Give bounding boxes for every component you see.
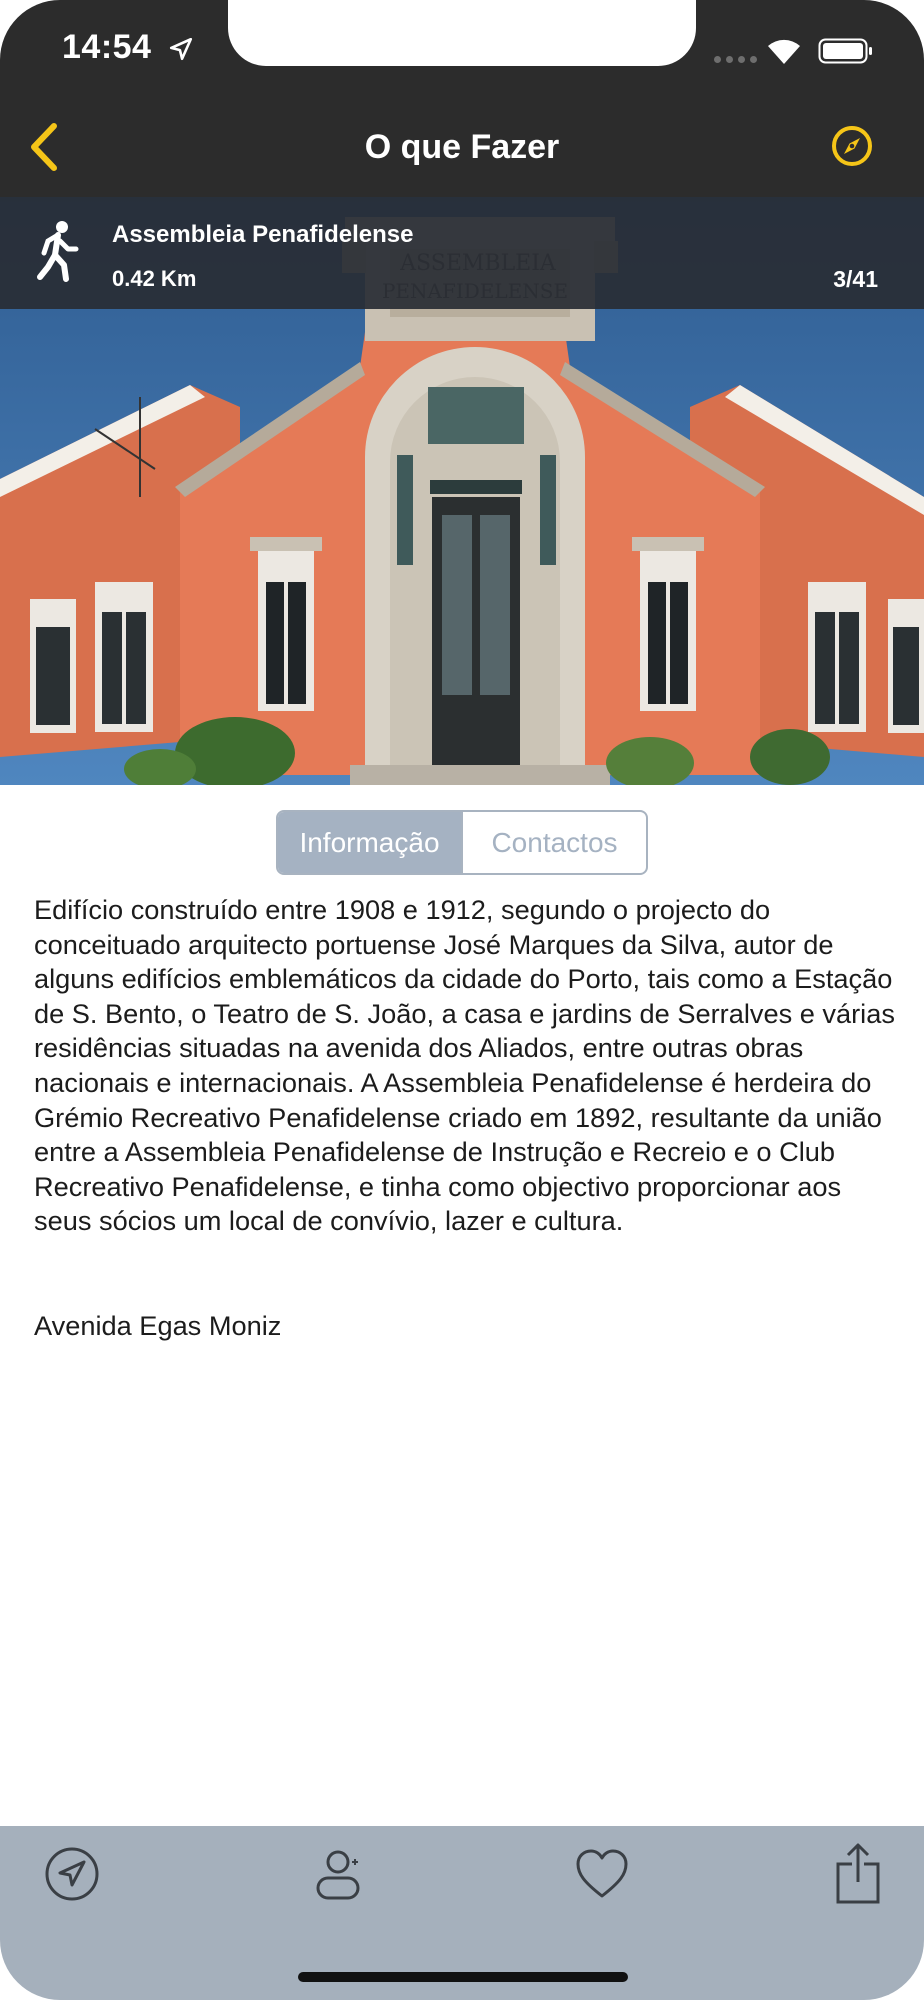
wifi-icon bbox=[764, 34, 804, 66]
place-name: Assembleia Penafidelense bbox=[112, 221, 414, 248]
location-arrow-icon bbox=[168, 36, 194, 62]
device-notch bbox=[228, 0, 696, 66]
place-counter: 3/41 bbox=[833, 266, 878, 292]
place-description: Edifício construído entre 1908 e 1912, segundo o projecto do conceituado arquitecto portuense José Marques da Silva, autor de alguns edifícios emblemáticos da cidade do Porto, tais como a Estação de S. Bento, o Teatro de S. João, a casa e jardins de Serralves e várias residências situadas na avenida dos Aliados, entre outras obras nacionais e internacionais. A Assembleia Penafidelense é herdeira do Grémio Recreativo Penafidelense criado em 1892, resultante da união entre a Assembleia Penafidelense de Instrução e Recreio e o Club Recreativo Penafidelense, e tinha como objectivo proporcionar aos seus sócios um local de convívio, lazer e cultura. bbox=[34, 894, 895, 1237]
walking-person-icon bbox=[36, 219, 80, 283]
page-title: O que Fazer bbox=[364, 128, 560, 166]
place-address: Avenida Egas Moniz bbox=[34, 1310, 282, 1341]
tab-informacao[interactable]: Informação bbox=[278, 812, 461, 873]
screen-corner bbox=[0, 0, 60, 60]
place-photo bbox=[0, 197, 924, 785]
home-indicator[interactable] bbox=[298, 1972, 628, 1982]
tab-contactos[interactable]: Contactos bbox=[461, 812, 646, 873]
cellular-signal-icon bbox=[714, 56, 757, 63]
navigation-arrow-icon[interactable] bbox=[40, 1842, 104, 1906]
compass-icon[interactable] bbox=[830, 124, 874, 168]
status-time: 14:54 bbox=[62, 28, 152, 66]
heart-icon[interactable] bbox=[570, 1842, 634, 1906]
share-icon[interactable] bbox=[826, 1842, 890, 1906]
info-contacts-segmented-control bbox=[276, 810, 648, 875]
screen-corner bbox=[864, 1940, 924, 2000]
screen-corner bbox=[0, 1940, 60, 2000]
battery-icon bbox=[818, 38, 874, 64]
place-info-strip bbox=[0, 197, 924, 309]
add-person-icon[interactable] bbox=[306, 1842, 370, 1906]
header bbox=[0, 0, 924, 197]
place-distance: 0.42 Km bbox=[112, 266, 197, 291]
